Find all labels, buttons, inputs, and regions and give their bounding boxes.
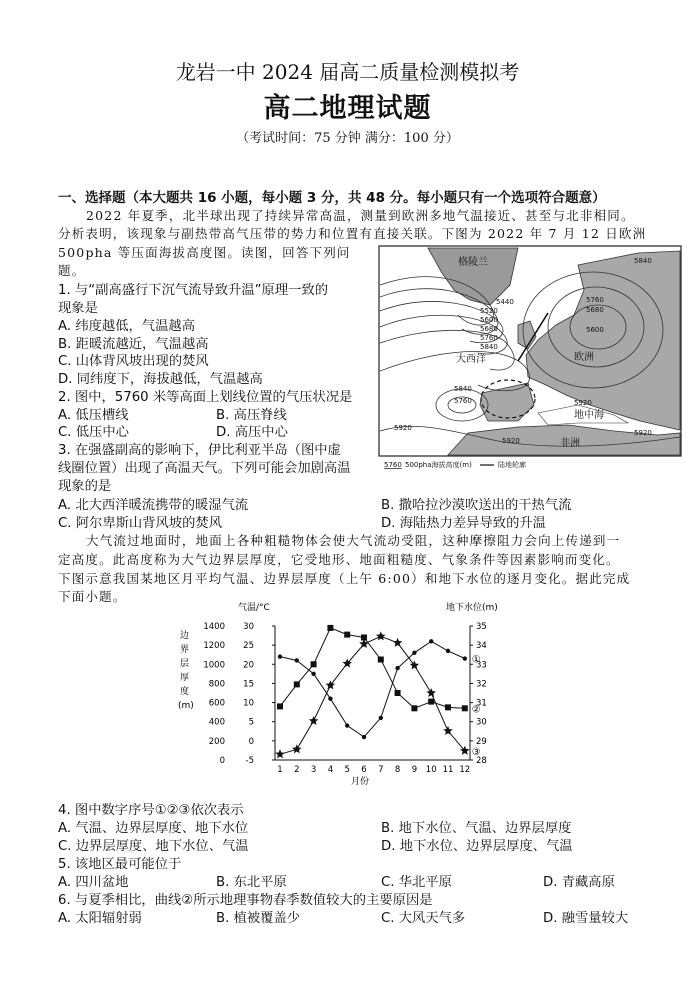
groundwater-tick-label: 32 (476, 679, 487, 690)
series-2-point (395, 690, 401, 696)
left-axis-label-char: (m) (178, 701, 194, 711)
series-1-point (345, 723, 349, 727)
legend-text: 500pha海拔高度(m) (405, 461, 472, 469)
series-3-point (292, 744, 302, 753)
series-1-point (395, 666, 399, 670)
series-3-point (275, 749, 285, 758)
label-greenland: 格陵兰 (458, 257, 488, 268)
q6-option-b[interactable]: B. 植被覆盖少 (216, 911, 301, 926)
month-tick-label: 4 (327, 765, 334, 775)
month-tick-label: 10 (425, 765, 437, 775)
groundwater-tick-label: 30 (476, 717, 487, 728)
q4-option-a[interactable]: A. 气温、边界层厚度、地下水位 (58, 821, 249, 836)
intro2-line: 下面小题。 (58, 589, 127, 604)
q3-option-a[interactable]: A. 北大西洋暖流携带的暖湿气流 (58, 498, 249, 513)
series-2-point (428, 699, 434, 705)
groundwater-tick-label: 34 (476, 641, 487, 652)
contour-label: 5840 (454, 385, 472, 393)
series-1-point (412, 651, 416, 655)
series-1-point (278, 654, 282, 658)
contour-label: 5840 (634, 257, 652, 265)
series-3-point (309, 716, 319, 725)
month-tick-label: 8 (394, 765, 401, 775)
legend-value: 5760 (384, 461, 402, 469)
q1-option-a[interactable]: A. 纬度越低，气温越高 (58, 319, 195, 334)
exam-title: 龙岩一中 2024 届高二质量检测模拟考 (175, 60, 520, 84)
q3-stem: 3. 在强盛副高的影响下，伊比利亚半岛（图中虚 (58, 443, 341, 458)
series-3-point (359, 639, 369, 648)
groundwater-tick-label: 35 (476, 622, 487, 632)
intro-line: 分析表明，该现象与副热带高气压带的势力和位置有直接关联。下图为 2022 年 7 月 12 日欧洲 (58, 226, 647, 241)
series-2-point (294, 681, 300, 687)
left-axis-label-char: 厚 (180, 673, 190, 683)
month-tick-label: 5 (344, 765, 350, 775)
month-tick-label: 9 (411, 765, 418, 775)
q1-option-d[interactable]: D. 同纬度下，海拔越低，气温越高 (58, 372, 263, 387)
series-3-point (426, 688, 436, 697)
q4-option-d[interactable]: D. 地下水位、边界层厚度、气温 (381, 839, 573, 854)
contour-label: 5840 (480, 343, 498, 351)
intro2-line: 定高度。此高度称为大气边界层厚度，它受地形、地面粗糙度、气象条件等因素影响而变化。 (58, 552, 620, 567)
left-axis-label-char: 层 (180, 659, 190, 669)
q4-option-c[interactable]: C. 边界层厚度、地下水位、气温 (58, 839, 249, 854)
q6-stem: 6. 与夏季相比，曲线②所示地理事物春季数值较大的主要原因是 (58, 893, 433, 908)
series-2-point (327, 625, 333, 631)
label-atlantic: 大西洋 (456, 354, 486, 365)
contour-label: 5600 (480, 316, 498, 324)
series-line-1 (280, 641, 465, 737)
contour-label: 5680 (480, 325, 498, 333)
contour-label: 5920 (502, 437, 520, 445)
month-tick-label: 1 (277, 765, 283, 775)
series-1-point (379, 716, 383, 720)
q5-option-d[interactable]: D. 青藏高原 (543, 875, 615, 890)
label-africa: 非洲 (560, 438, 580, 449)
q4-stem: 4. 图中数字序号①②③依次表示 (58, 803, 244, 818)
section-heading: 一、选择题（本大题共 16 小题，每小题 3 分，共 48 分。每小题只有一个选项符合题意） (58, 190, 606, 206)
temp-tick-label: 25 (243, 641, 254, 652)
series-1-point (429, 639, 433, 643)
q5-option-a[interactable]: A. 四川盆地 (58, 875, 129, 890)
series-3-point (376, 631, 386, 640)
q5-option-b[interactable]: B. 东北平原 (216, 875, 287, 890)
boundary-tick-label: 1000 (203, 660, 225, 671)
label-europe: 欧洲 (574, 352, 594, 363)
right-axis-label: 地下水位(m) (446, 603, 498, 613)
subject-title: 高二地理试题 (263, 93, 432, 124)
q5-option-c[interactable]: C. 华北平原 (381, 875, 452, 890)
exam-info: （考试时间：75 分钟 满分：100 分） (236, 131, 459, 146)
series-3-point (443, 726, 453, 735)
series-3-label: ③ (471, 746, 481, 758)
month-tick-label: 7 (378, 765, 384, 775)
series-2-point (277, 703, 283, 709)
q2-stem: 2. 图中，5760 米等高面上划线位置的气压状况是 (58, 390, 353, 405)
groundwater-tick-label: 31 (476, 698, 487, 709)
contour-label: 5760 (454, 397, 472, 405)
boundary-tick-label: 1400 (203, 622, 225, 632)
boundary-tick-label: 400 (208, 717, 225, 728)
left-axis-label-char: 度 (180, 687, 190, 697)
month-tick-label: 11 (442, 765, 454, 775)
month-tick-label: 6 (361, 765, 367, 775)
q3-stem: 现象的是 (58, 479, 112, 494)
q1-option-c[interactable]: C. 山体背风坡出现的焚风 (58, 354, 209, 369)
left-axis-label-char: 界 (180, 645, 190, 655)
temp-tick-label: 0 (248, 736, 254, 747)
intro-line: 题。 (58, 263, 86, 278)
temp-tick-label: 5 (248, 717, 254, 728)
series-3-point (393, 638, 403, 647)
q2-option-b[interactable]: B. 高压脊线 (216, 408, 287, 423)
temp-tick-label: 30 (243, 622, 254, 632)
series-2-point (378, 657, 384, 663)
series-2-point (411, 705, 417, 711)
contour-label: 5920 (574, 399, 592, 407)
contour-label: 5920 (634, 429, 652, 437)
contour-label: 5440 (496, 298, 514, 306)
contour-label: 5760 (586, 296, 604, 304)
q1-stem: 现象是 (58, 301, 98, 316)
series-1-point (362, 735, 366, 739)
intro2-line: 下图示意我国某地区月平均气温、边界层厚度（上午 6:00）和地下水位的逐月变化。据此完成 (58, 571, 631, 586)
intro2-line: 大气流过地面时，地面上各种粗糙物体会使大气流动受阻，这种摩擦阻力会向上传递到一 (86, 533, 621, 548)
q6-option-a[interactable]: A. 太阳辐射弱 (58, 911, 142, 926)
temp-tick-label: 10 (243, 698, 254, 709)
series-3-point (410, 660, 420, 669)
series-1-point (463, 656, 467, 660)
q5-stem: 5. 该地区最可能位于 (58, 857, 182, 872)
intro-line: 500pha 等压面海拔高度图。读图，回答下列问 (58, 245, 351, 260)
q6-option-d[interactable]: D. 融雪量较大 (543, 911, 629, 926)
boundary-tick-label: 600 (208, 698, 225, 709)
groundwater-tick-label: 29 (476, 736, 487, 747)
contour-label: 5680 (586, 306, 604, 314)
month-tick-label: 12 (459, 765, 471, 775)
temp-tick-label: 15 (243, 679, 254, 690)
series-1-point (328, 697, 332, 701)
monthly-chart (170, 598, 520, 798)
boundary-tick-label: 200 (208, 736, 225, 747)
contour-label: 5760 (480, 334, 498, 342)
q3-option-d[interactable]: D. 海陆热力差异导致的升温 (381, 516, 546, 531)
q3-stem: 线圈位置）出现了高温天气。下列可能会加剧高温 (58, 461, 351, 476)
series-2-point (311, 661, 317, 667)
contour-label: 5600 (586, 326, 604, 334)
series-1-point (295, 658, 299, 662)
contour-label: 5920 (394, 424, 412, 432)
pressure-map (378, 245, 682, 475)
series-2-point (462, 705, 468, 711)
series-1-point (446, 649, 450, 653)
contour-label: 5520 (480, 307, 498, 315)
q2-option-c[interactable]: C. 低压中心 (58, 425, 129, 440)
x-axis-label: 月份 (351, 777, 370, 787)
temp-tick-label: -5 (245, 756, 254, 766)
q4-option-b[interactable]: B. 地下水位、气温、边界层厚度 (381, 821, 572, 836)
boundary-tick-label: 1200 (203, 641, 225, 652)
temp-axis-label: 气温/°C (238, 603, 270, 613)
series-2-point (344, 632, 350, 638)
boundary-tick-label: 0 (219, 756, 225, 766)
groundwater-tick-label: 28 (476, 756, 487, 766)
legend-coast: 陆地轮廓 (498, 461, 526, 469)
series-1-label: ① (471, 654, 481, 666)
temp-tick-label: 20 (243, 660, 254, 671)
q3-option-c[interactable]: C. 阿尔卑斯山背风坡的焚风 (58, 516, 223, 531)
left-axis-label-char: 边 (180, 631, 190, 641)
series-2-point (445, 704, 451, 710)
series-1-point (311, 672, 315, 676)
q1-option-b[interactable]: B. 距暖流越近，气温越高 (58, 337, 209, 352)
series-line-3 (280, 636, 465, 754)
q2-option-a[interactable]: A. 低压槽线 (58, 408, 129, 423)
q3-option-b[interactable]: B. 撒哈拉沙漠吹送出的干热气流 (381, 498, 572, 513)
q2-option-d[interactable]: D. 高压中心 (216, 425, 288, 440)
q6-option-c[interactable]: C. 大风天气多 (381, 911, 466, 926)
month-tick-label: 3 (310, 765, 317, 775)
series-2-label: ② (471, 704, 481, 716)
intro-line: 2022 年夏季，北半球出现了持续异常高温，测量到欧洲多地气温接近、甚至与北非相同。 (86, 208, 635, 223)
q1-stem: 1. 与“副高盛行下沉气流导致升温”原理一致的 (58, 283, 329, 298)
month-tick-label: 2 (294, 765, 300, 775)
groundwater-tick-label: 33 (476, 660, 487, 671)
label-med: 地中海 (574, 410, 604, 421)
boundary-tick-label: 800 (208, 679, 225, 690)
